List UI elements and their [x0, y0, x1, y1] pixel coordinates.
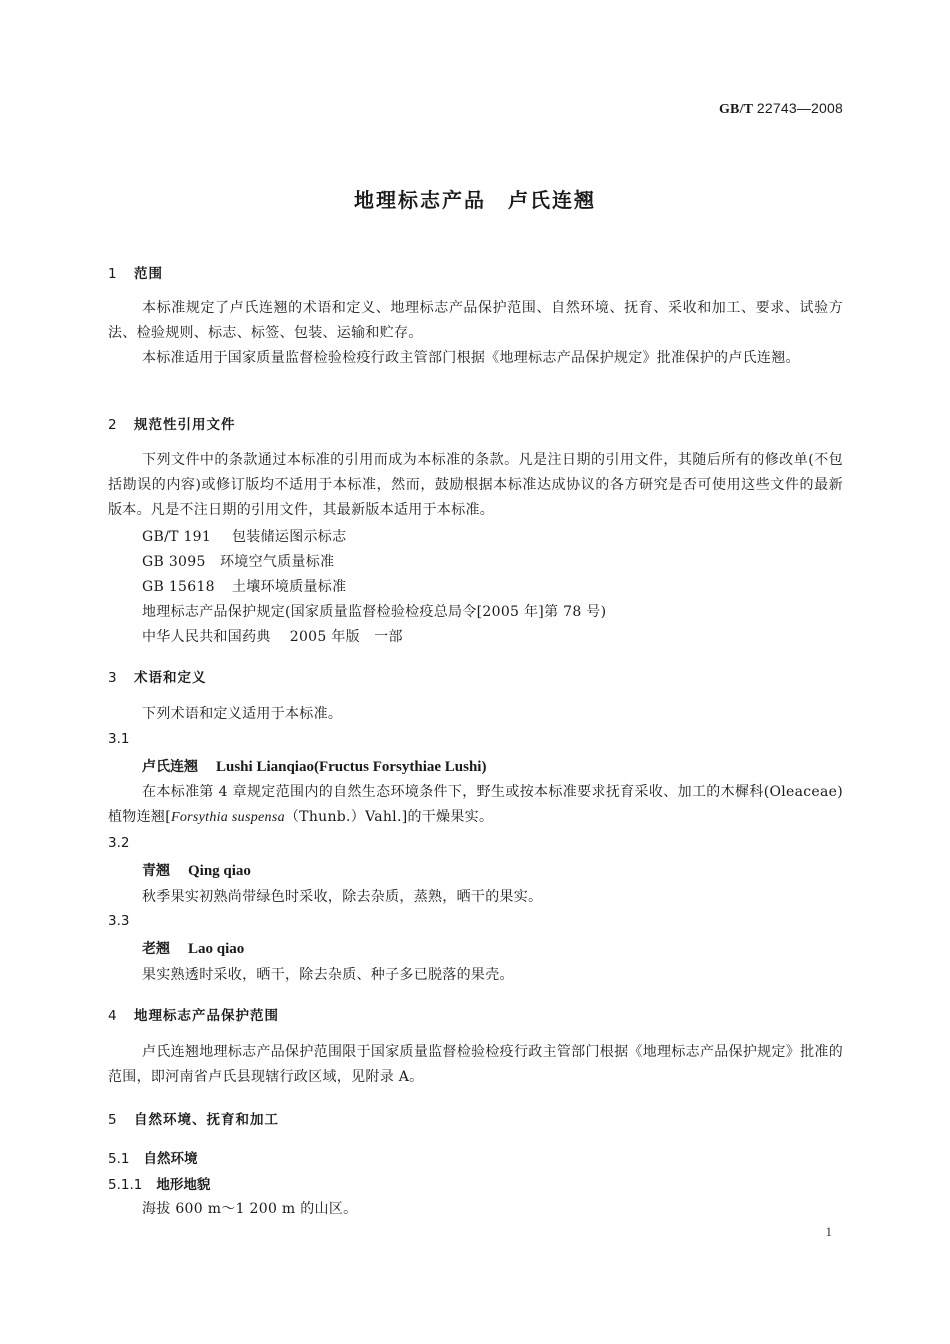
reference-item: 地理标志产品保护规定(国家质量监督检验检疫总局令[2005 年]第 78 号) — [142, 604, 607, 620]
reference-item: GB 3095 环境空气质量标准 — [142, 554, 335, 570]
section-1-paragraph-1: 本标准规定了卢氏连翘的术语和定义、地理标志产品保护范围、自然环境、抚育、采收和加工、要求、试验方法、检验规则、标志、标签、包装、运输和贮存。 — [108, 300, 843, 341]
section-5-1-1-text: 海拔 600 m～1 200 m 的山区。 — [142, 1201, 358, 1217]
section-4-paragraph: 卢氏连翘地理标志产品保护范围限于国家质量监督检验检疫行政主管部门根据《地理标志产品保护规定》批准的范围，即河南省卢氏县现辖行政区域，见附录 A。 — [108, 1044, 843, 1085]
term-heading: 卢氏连翘 Lushi Lianqiao(Fructus Forsythiae Lushi) — [142, 759, 487, 775]
reference-item: 中华人民共和国药典 2005 年版 一部 — [142, 629, 403, 645]
term-definition: 秋季果实初熟尚带绿色时采收，除去杂质，蒸熟，晒干的果实。 — [142, 889, 543, 905]
page-number: 1 — [825, 1224, 832, 1239]
standard-prefix: GB/T — [718, 102, 754, 117]
term-heading: 青翘 Qing qiao — [142, 863, 251, 879]
section-5-1-heading: 5.1 自然环境 — [108, 1151, 198, 1167]
term-heading: 老翘 Lao qiao — [142, 941, 245, 957]
section-3-heading: 3 术语和定义 — [108, 670, 207, 686]
section-1-paragraph-2: 本标准适用于国家质量监督检验检疫行政主管部门根据《地理标志产品保护规定》批准保护的卢氏连翘。 — [142, 350, 800, 366]
section-4-heading: 4 地理标志产品保护范围 — [108, 1008, 279, 1024]
clause-number: 3.2 — [108, 835, 130, 851]
reference-item: GB/T 191 包装储运图示标志 — [142, 529, 347, 545]
section-1-heading: 1 范围 — [108, 266, 163, 282]
standard-number: 22743—2008 — [756, 100, 843, 116]
section-5-heading: 5 自然环境、抚育和加工 — [108, 1112, 279, 1128]
section-2-heading: 2 规范性引用文件 — [108, 417, 236, 433]
section-3-paragraph: 下列术语和定义适用于本标准。 — [142, 706, 343, 722]
term-definition: 在本标准第 4 章规定范围内的自然生态环境条件下，野生或按本标准要求抚育采收、加工的木樨科(Oleaceae)植物连翘[Forsythia suspensa（Thunb.）Vahl.]的干燥果实。 — [108, 784, 843, 825]
section-2-paragraph: 下列文件中的条款通过本标准的引用而成为本标准的条款。凡是注日期的引用文件，其随后所有的修改单(不包括勘误的内容)或修订版均不适用于本标准，然而，鼓励根据本标准达成协议的各方研究是否可使用这些文件的最新版本。凡是不注日期的引用文件，其最新版本适用于本标准。 — [108, 452, 843, 518]
document-title: 地理标志产品 卢氏连翘 — [354, 188, 596, 212]
clause-number: 3.1 — [108, 731, 130, 747]
term-definition: 果实熟透时采收，晒干，除去杂质、种子多已脱落的果壳。 — [142, 967, 514, 983]
standard-code — [719, 100, 843, 118]
section-5-1-1-heading: 5.1.1 地形地貌 — [108, 1177, 211, 1193]
reference-item: GB 15618 土壤环境质量标准 — [142, 579, 347, 595]
clause-number: 3.3 — [108, 913, 130, 929]
